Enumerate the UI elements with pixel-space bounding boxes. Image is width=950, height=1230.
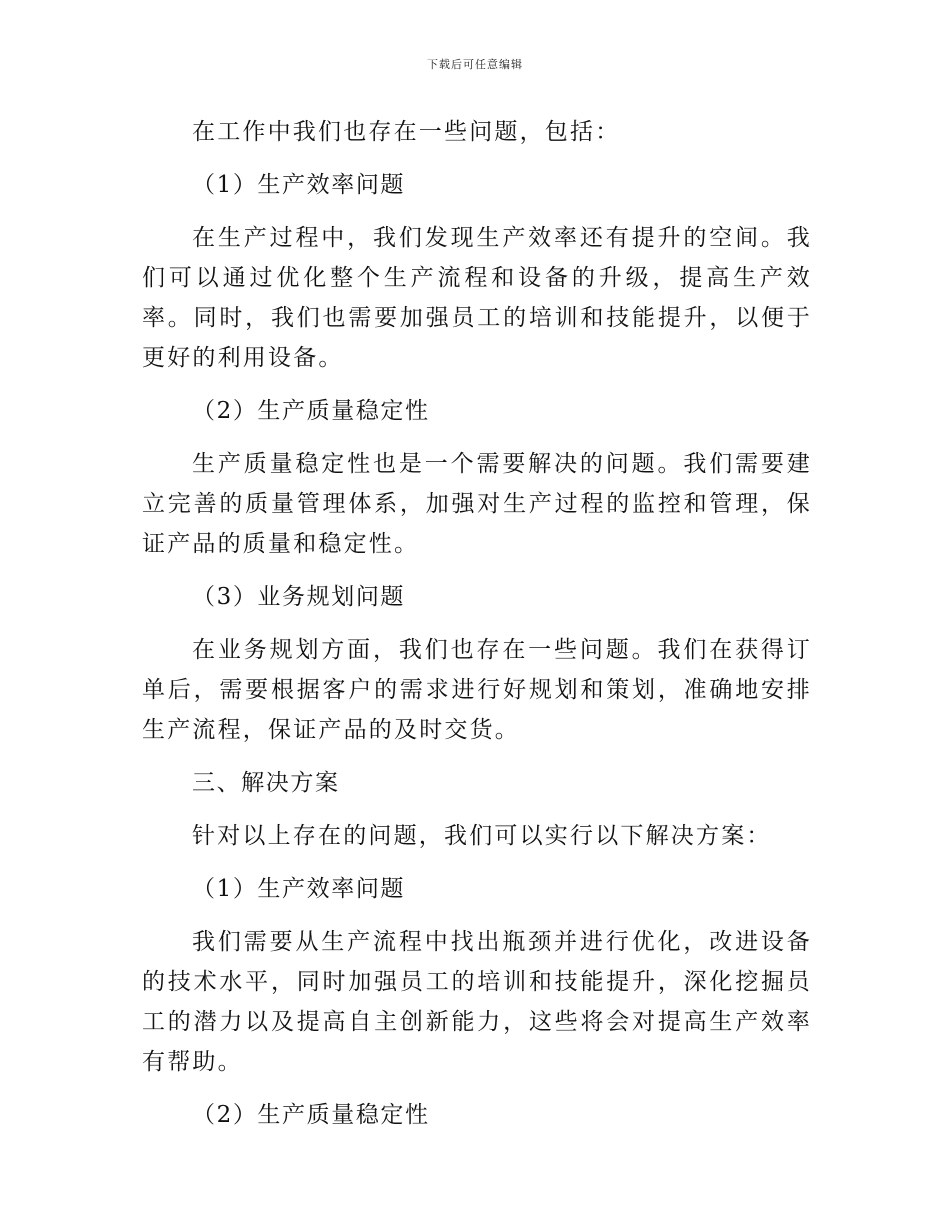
subheading-efficiency: （1）生产效率问题 [192, 172, 406, 198]
header-note: 下载后可任意编辑 [427, 58, 523, 71]
paragraph-efficiency-solution: 我们需要从生产流程中找出瓶颈并进行优化，改进设备的技术水平，同时加强员工的培训和技能提升，深化挖掘员工的潜力以及提高自主创新能力，这些将会对提高生产效率有帮助。 [142, 929, 812, 1075]
subheading-planning: （3）业务规划问题 [192, 584, 406, 610]
paragraph-efficiency: 在生产过程中，我们发现生产效率还有提升的空间。我们可以通过优化整个生产流程和设备的升级，提高生产效率。同时，我们也需要加强员工的培训和技能提升，以便于更好的利用设备。 [142, 225, 812, 371]
document-body [142, 112, 812, 1148]
section-heading-solutions: 三、解决方案 [192, 770, 340, 796]
intro-paragraph: 在工作中我们也存在一些问题，包括： [192, 119, 621, 145]
subheading-efficiency-solution: （1）生产效率问题 [192, 876, 406, 902]
paragraph-solutions-intro: 针对以上存在的问题，我们可以实行以下解决方案： [192, 823, 772, 849]
paragraph-planning: 在业务规划方面，我们也存在一些问题。我们在获得订单后，需要根据客户的需求进行好规划和策划，准确地安排生产流程，保证产品的及时交货。 [142, 637, 812, 743]
subheading-quality: （2）生产质量稳定性 [192, 398, 430, 424]
subheading-quality-solution: （2）生产质量稳定性 [192, 1102, 430, 1128]
paragraph-quality: 生产质量稳定性也是一个需要解决的问题。我们需要建立完善的质量管理体系，加强对生产过程的监控和管理，保证产品的质量和稳定性。 [142, 451, 812, 557]
